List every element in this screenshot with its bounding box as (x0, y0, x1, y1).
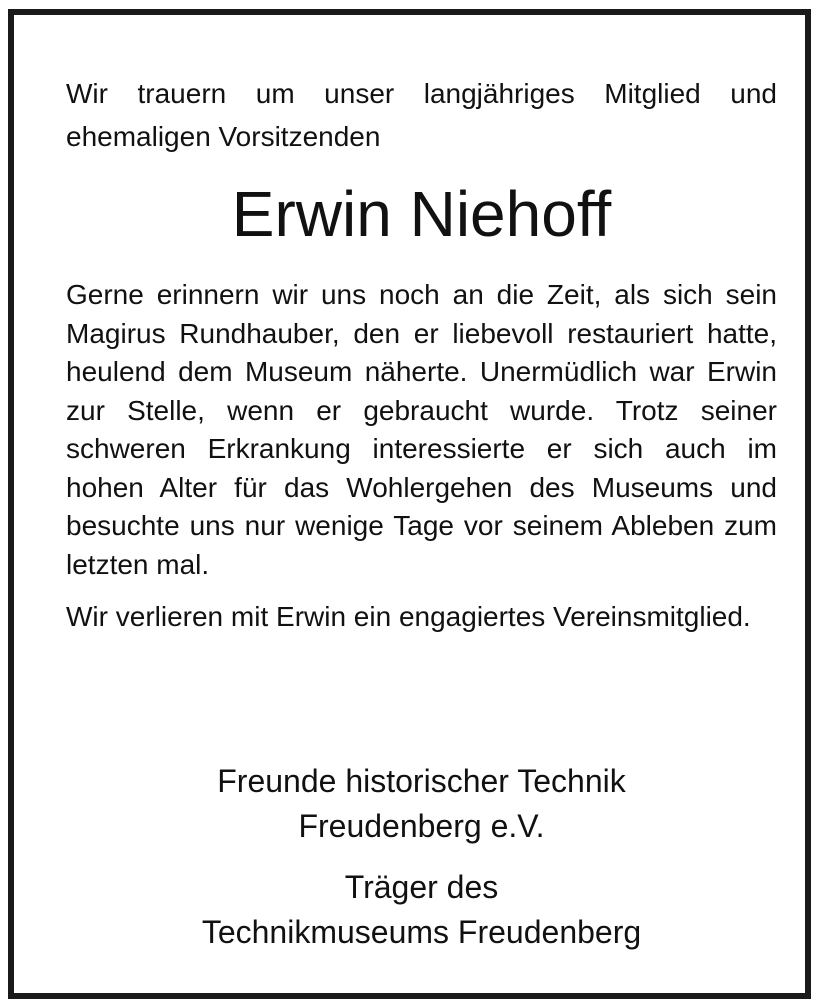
closing-paragraph: Wir verlieren mit Erwin ein engagiertes Vereinsmitglied. (66, 601, 751, 632)
organization-name-line2: Freudenberg e.V. (298, 808, 545, 844)
intro-text: Wir trauern um unser langjähriges Mitglied und ehemaligen Vorsitzenden (66, 78, 777, 152)
tribute-paragraph: Gerne erinnern wir uns noch an die Zeit, als sich sein Magirus Rundhauber, den er liebevoll restauriert hatte, heulend dem Museum näherte. Unermüdlich war Erwin zur Stelle, wenn er gebraucht wurde. Trotz seiner schweren Erkrankung interessierte er sich auch im hohen Alter für das Wohlergehen des Museums und besuchte uns nur wenige Tage vor seinem Ableben zum letzten mal. (66, 279, 777, 580)
organization-name-line1: Freunde historischer Technik (217, 763, 626, 799)
deceased-name: Erwin Niehoff (231, 178, 612, 250)
obituary-content (66, 72, 777, 950)
carrier-line1: Träger des (344, 869, 499, 905)
obituary-frame (8, 9, 811, 999)
museum-signature (66, 865, 777, 955)
organization-signature (66, 759, 777, 849)
carrier-line2: Technikmuseums Freudenberg (201, 914, 642, 950)
